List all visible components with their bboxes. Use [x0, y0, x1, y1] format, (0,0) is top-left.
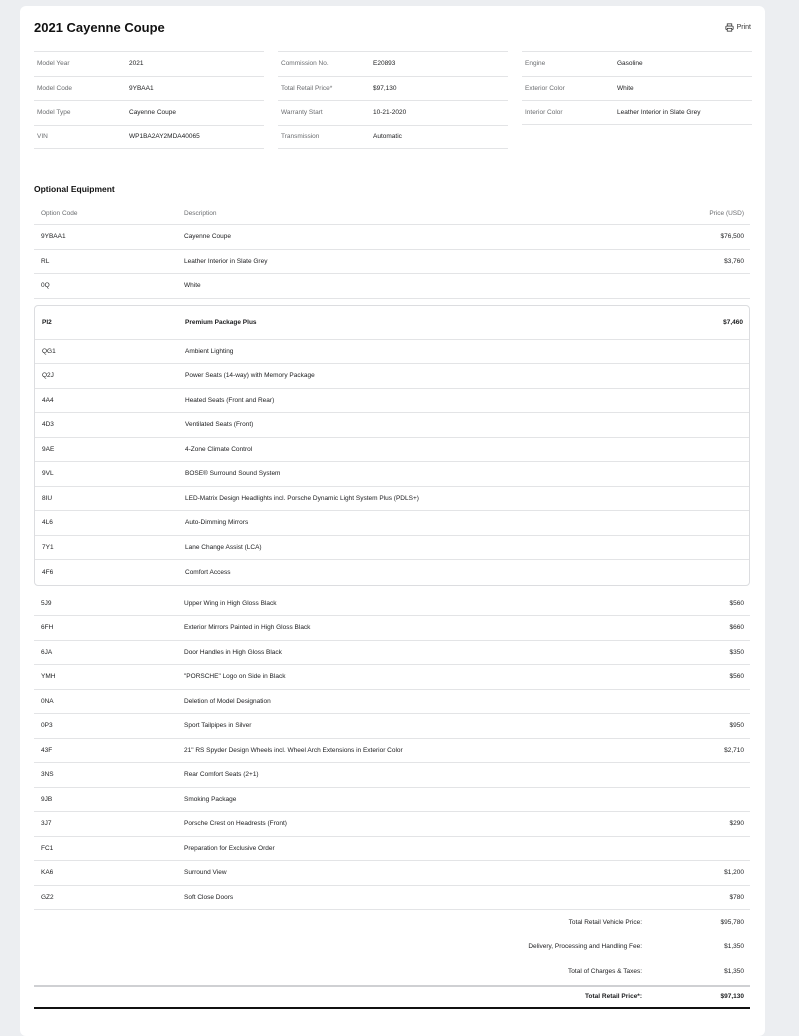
option-description: White — [184, 282, 201, 290]
option-price: $2,710 — [724, 746, 744, 754]
total-row-value: $1,350 — [724, 967, 744, 975]
print-button[interactable] — [725, 23, 751, 32]
option-description: Rear Comfort Seats (2+1) — [184, 771, 259, 779]
option-description: Door Handles in High Gloss Black — [184, 648, 282, 656]
page-title: 2021 Cayenne Coupe — [34, 20, 165, 35]
option-code: GZ2 — [41, 893, 54, 901]
spec-row — [34, 76, 264, 101]
spec-row — [522, 100, 752, 125]
option-price: $76,500 — [720, 233, 744, 241]
option-code: 9JB — [41, 795, 53, 803]
table-row — [34, 592, 750, 617]
print-label: Print — [736, 24, 751, 31]
spec-value: $97,130 — [373, 84, 397, 92]
option-description: 4-Zone Climate Control — [185, 445, 253, 453]
option-price: $780 — [729, 893, 744, 901]
spec-label: Engine — [525, 60, 546, 68]
total-value: $97,130 — [720, 993, 744, 1001]
table-row — [34, 861, 750, 886]
spec-label: Commission No. — [281, 60, 329, 68]
option-description: Upper Wing in High Gloss Black — [184, 599, 277, 607]
option-description: Auto-Dimming Mirrors — [185, 519, 249, 527]
option-description: Smoking Package — [184, 795, 237, 803]
table-row — [35, 487, 749, 512]
table-row — [34, 250, 750, 275]
header-price: Price (USD) — [709, 210, 744, 217]
option-price: $560 — [729, 673, 744, 681]
spec-row — [278, 100, 508, 125]
spec-column-2 — [278, 51, 508, 149]
table-row — [34, 812, 750, 837]
table-row — [34, 225, 750, 250]
option-description: Power Seats (14-way) with Memory Package — [185, 372, 315, 380]
spec-row — [278, 51, 508, 76]
equipment-rows-before — [34, 225, 750, 299]
package-description: Premium Package Plus — [185, 318, 257, 326]
table-row — [35, 389, 749, 414]
option-code: 4F6 — [42, 568, 54, 576]
option-code: 5J9 — [41, 599, 52, 607]
option-code: 3J7 — [41, 820, 52, 828]
total-retail-price-row — [34, 985, 750, 1010]
table-row — [35, 438, 749, 463]
option-code: 6JA — [41, 648, 53, 656]
option-code: 9YBAA1 — [41, 233, 66, 241]
option-code: KA6 — [41, 869, 54, 877]
option-description: Preparation for Exclusive Order — [184, 844, 275, 852]
option-description: Surround View — [184, 869, 227, 877]
spec-row — [278, 76, 508, 101]
table-row — [35, 536, 749, 561]
table-row — [34, 788, 750, 813]
table-row — [35, 560, 749, 585]
option-description: Lane Change Assist (LCA) — [185, 543, 262, 551]
option-description: LED-Matrix Design Headlights incl. Porsche Dynamic Light System Plus (PDLS+) — [185, 494, 419, 502]
equipment-rows-after — [34, 592, 750, 911]
option-code: 4A4 — [42, 396, 54, 404]
option-code: 7Y1 — [42, 543, 54, 551]
total-label: Total Retail Price*: — [585, 993, 642, 1001]
option-code: 0P3 — [41, 722, 53, 730]
option-code: 9AE — [42, 445, 55, 453]
header-description: Description — [184, 210, 217, 217]
option-description: "PORSCHE" Logo on Side in Black — [184, 673, 286, 681]
option-code: 4D3 — [42, 421, 54, 429]
spec-row — [278, 125, 508, 150]
spec-label: VIN — [37, 133, 48, 141]
option-description: Ventilated Seats (Front) — [185, 421, 254, 429]
spec-row — [34, 100, 264, 125]
option-code: QG1 — [42, 347, 56, 355]
total-row-label: Total of Charges & Taxes: — [568, 967, 642, 975]
option-code: 6FH — [41, 624, 54, 632]
option-code: 43F — [41, 746, 53, 754]
option-description: Ambient Lighting — [185, 347, 234, 355]
package-group — [34, 305, 750, 586]
option-description: Comfort Access — [185, 568, 231, 576]
spec-label: Transmission — [281, 133, 320, 141]
printer-icon — [725, 23, 734, 32]
option-code: 4L6 — [42, 519, 53, 527]
option-description: 21" RS Spyder Design Wheels incl. Wheel Arch Extensions in Exterior Color — [184, 746, 403, 754]
spec-label: Exterior Color — [525, 84, 565, 92]
table-row — [35, 413, 749, 438]
spec-value: 2021 — [129, 60, 144, 68]
table-row — [35, 511, 749, 536]
table-row — [34, 690, 750, 715]
spec-value: E20893 — [373, 60, 396, 68]
option-code: RL — [41, 257, 50, 265]
spec-value: WP1BA2AY2MDA40065 — [129, 133, 200, 141]
spec-label: Model Type — [37, 109, 71, 117]
option-description: Cayenne Coupe — [184, 233, 231, 241]
spec-value: 9YBAA1 — [129, 84, 154, 92]
option-price: $560 — [729, 599, 744, 607]
option-code: 0NA — [41, 697, 54, 705]
table-row — [35, 462, 749, 487]
optional-equipment-title: Optional Equipment — [34, 184, 115, 194]
option-price: $3,760 — [724, 257, 744, 265]
option-code: 9VL — [42, 470, 54, 478]
option-price: $350 — [729, 648, 744, 656]
spec-label: Total Retail Price* — [281, 84, 333, 92]
price-totals — [34, 910, 750, 1009]
option-code: Q2J — [42, 372, 54, 380]
total-row — [34, 959, 750, 984]
spec-value: Leather Interior in Slate Grey — [617, 108, 701, 116]
total-row-label: Total Retail Vehicle Price: — [568, 918, 642, 926]
table-row — [34, 714, 750, 739]
table-row — [34, 886, 750, 911]
option-description: BOSE® Surround Sound System — [185, 470, 281, 478]
table-row — [34, 739, 750, 764]
option-price: $660 — [729, 624, 744, 632]
total-row — [34, 910, 750, 935]
header-option-code: Option Code — [41, 210, 78, 217]
package-code: PI2 — [42, 318, 52, 326]
option-description: Porsche Crest on Headrests (Front) — [184, 820, 287, 828]
total-row-value: $95,780 — [720, 918, 744, 926]
optional-equipment-table — [34, 203, 750, 1009]
table-header — [34, 203, 750, 225]
option-description: Deletion of Model Designation — [184, 697, 271, 705]
option-code: 0Q — [41, 282, 50, 290]
spec-value: Automatic — [373, 133, 402, 141]
package-row — [35, 306, 749, 340]
option-description: Heated Seats (Front and Rear) — [185, 396, 275, 404]
spec-row — [522, 76, 752, 101]
vehicle-detail-card — [20, 6, 765, 1036]
spec-column-1 — [34, 51, 264, 149]
spec-value: White — [617, 84, 634, 92]
spec-value: Cayenne Coupe — [129, 109, 176, 117]
table-row — [34, 641, 750, 666]
option-description: Exterior Mirrors Painted in High Gloss Black — [184, 624, 311, 632]
table-row — [34, 763, 750, 788]
spec-row — [34, 51, 264, 76]
total-row-value: $1,350 — [724, 943, 744, 951]
option-description: Leather Interior in Slate Grey — [184, 257, 268, 265]
option-price: $950 — [729, 722, 744, 730]
spec-label: Warranty Start — [281, 109, 323, 117]
table-row — [35, 340, 749, 365]
option-code: 3NS — [41, 771, 54, 779]
option-code: 8IU — [42, 494, 53, 502]
spec-row — [34, 125, 264, 150]
spec-label: Model Year — [37, 60, 70, 68]
table-row — [34, 837, 750, 862]
package-items — [35, 340, 749, 585]
spec-label: Model Code — [37, 84, 73, 92]
option-code: YMH — [41, 673, 56, 681]
table-row — [35, 364, 749, 389]
table-row — [34, 274, 750, 299]
option-price: $1,200 — [724, 869, 744, 877]
option-description: Soft Close Doors — [184, 893, 234, 901]
spec-value: Gasoline — [617, 60, 643, 68]
spec-column-3 — [522, 51, 752, 125]
package-price: $7,460 — [723, 318, 743, 326]
total-rows — [34, 910, 750, 984]
table-row — [34, 616, 750, 641]
table-row — [34, 665, 750, 690]
spec-label: Interior Color — [525, 108, 563, 116]
spec-row — [522, 51, 752, 76]
total-row — [34, 935, 750, 960]
option-code: FC1 — [41, 844, 54, 852]
option-description: Sport Tailpipes in Silver — [184, 722, 252, 730]
spec-value: 10-21-2020 — [373, 109, 407, 117]
total-row-label: Delivery, Processing and Handling Fee: — [528, 943, 642, 951]
option-price: $290 — [729, 820, 744, 828]
